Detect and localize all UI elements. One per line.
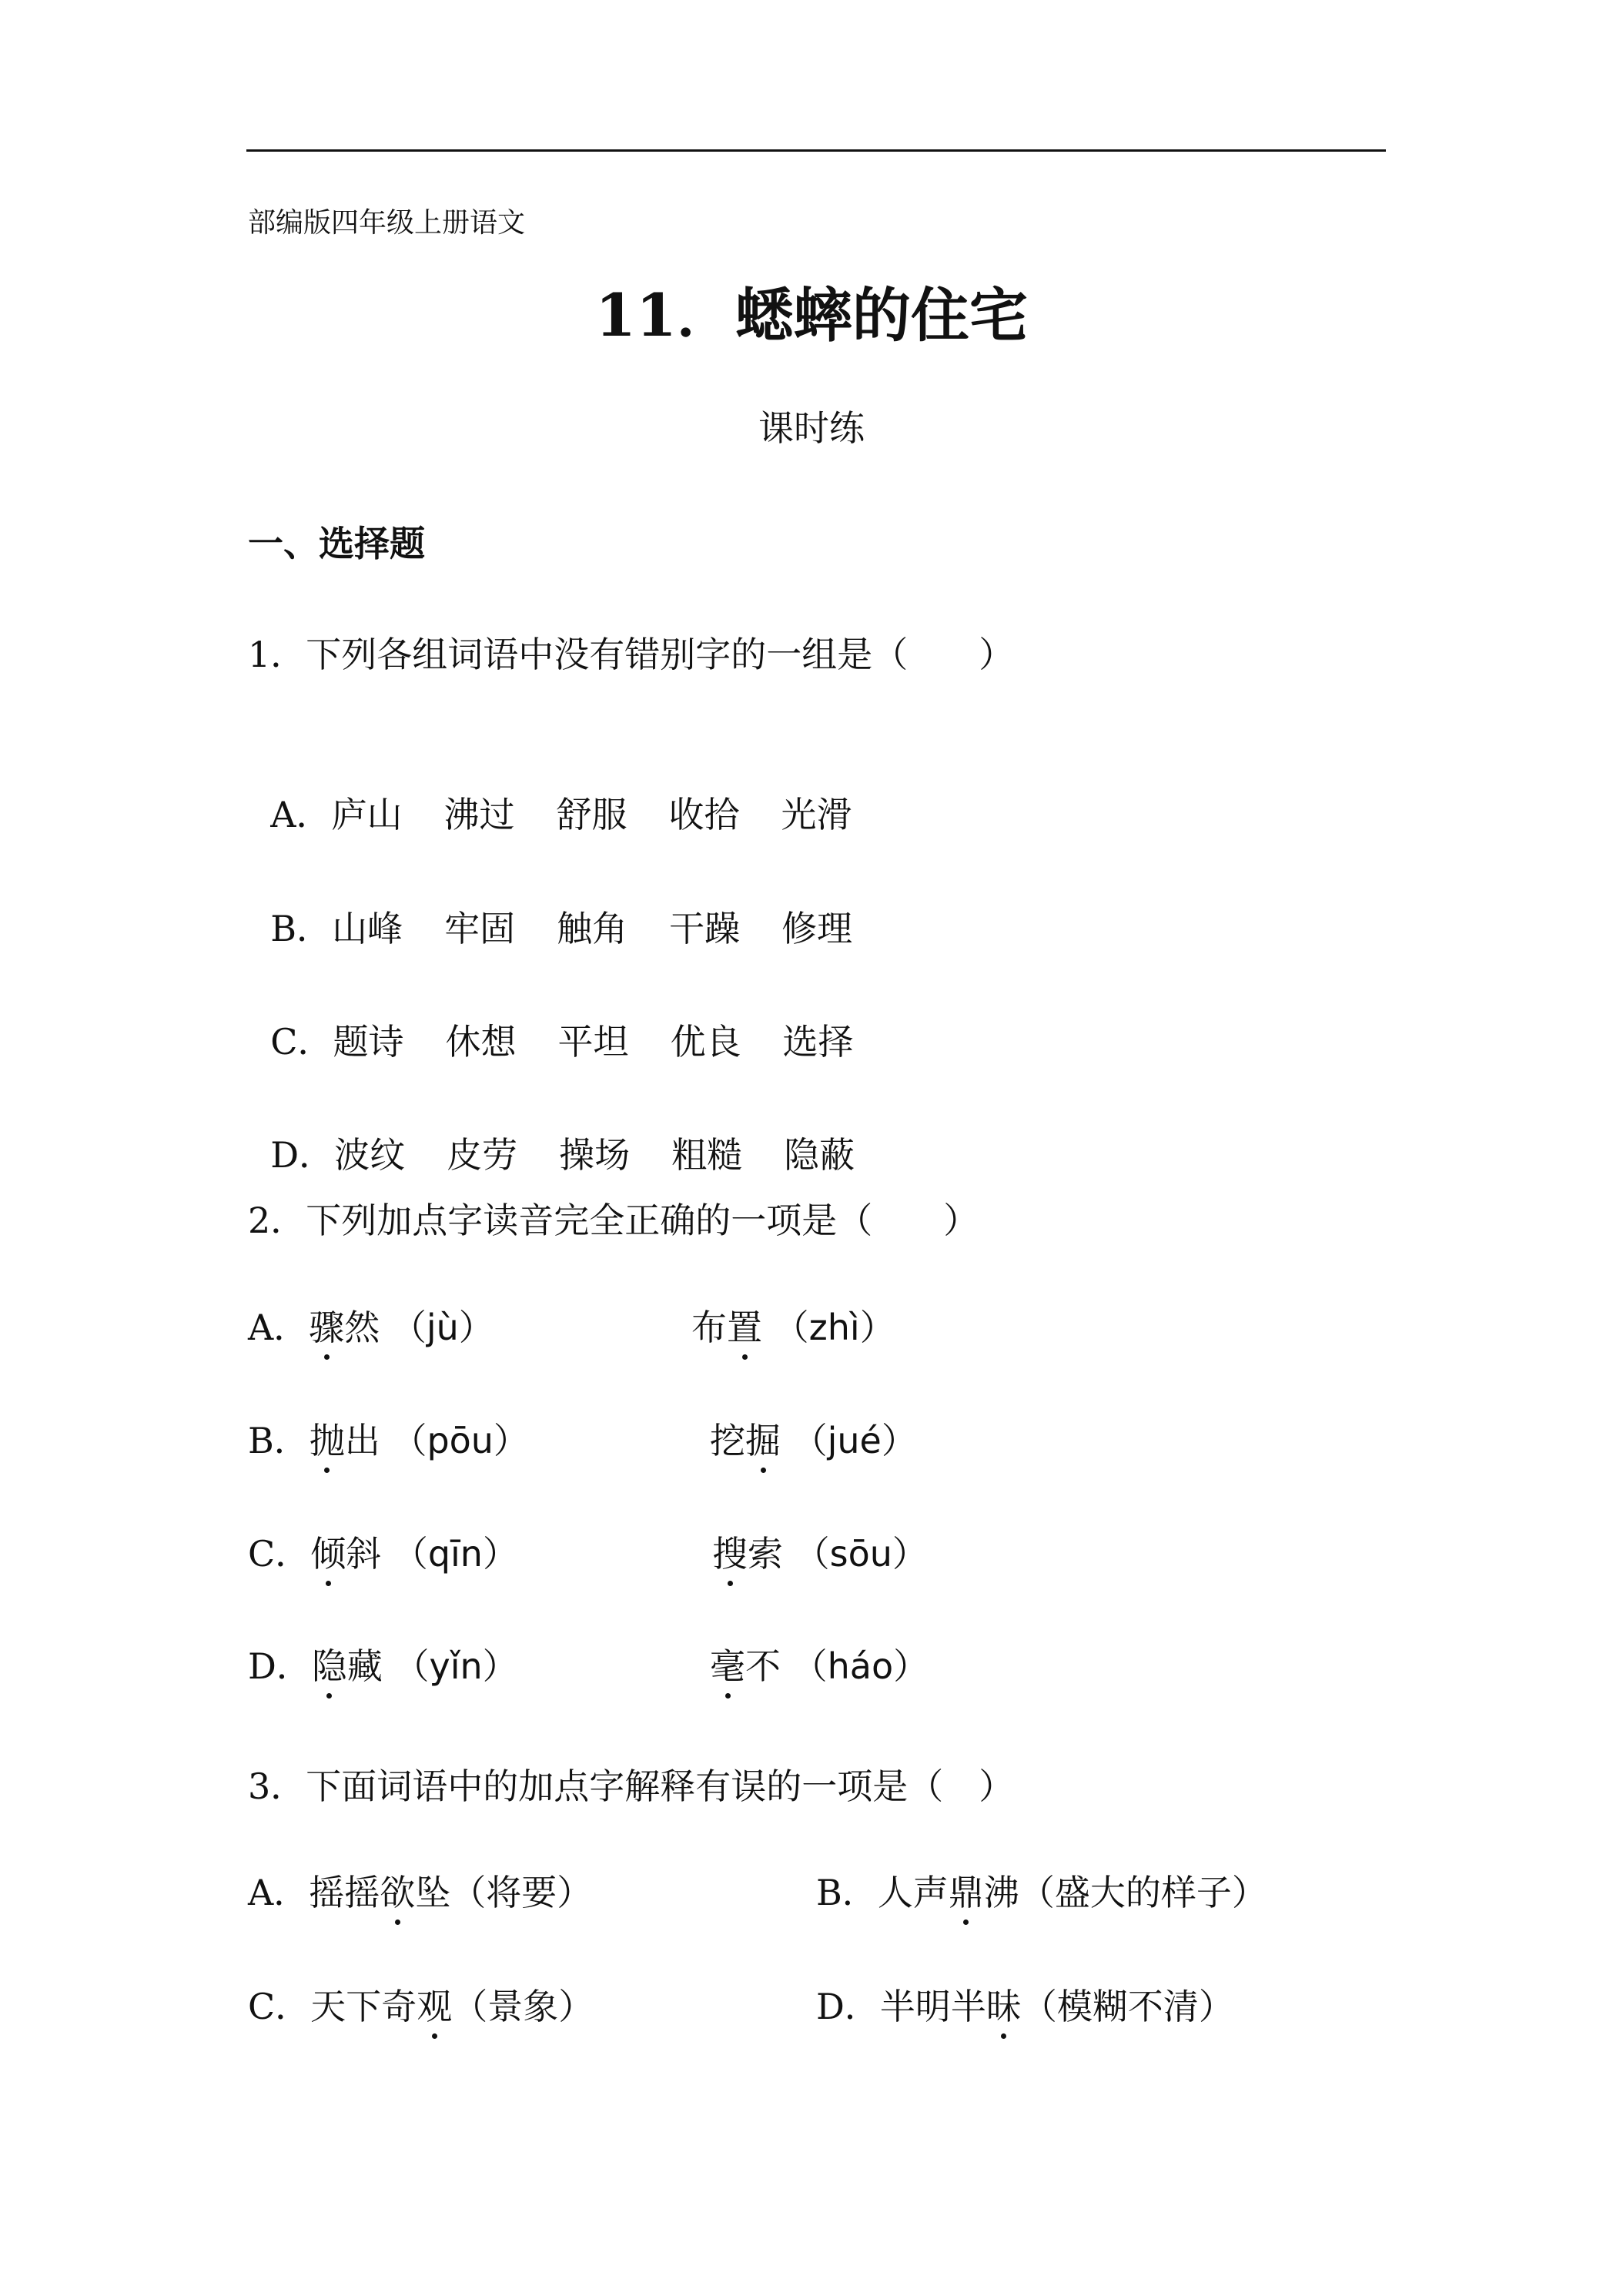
word: 操场 (559, 1134, 631, 1176)
section-heading: 一、选择题 (248, 523, 425, 564)
option-label: C． (248, 1986, 311, 2027)
q2-option-b-left (248, 1417, 529, 1464)
page-subtitle: 课时练 (758, 407, 865, 449)
word-rest: 斜 (346, 1533, 382, 1575)
word-post: 索 (748, 1533, 783, 1575)
q1-stem: 1．下列各组词语中没有错别字的一组是（ ） (248, 634, 1015, 675)
q2-option-c-left (248, 1531, 518, 1577)
pinyin: （qīn） (392, 1533, 518, 1575)
word-pre: 挖 (710, 1420, 745, 1461)
word: 庐山 (331, 794, 403, 835)
page-title: 11．蟋蟀的住宅 (595, 281, 1028, 350)
dotted-char: 隐 (312, 1643, 347, 1689)
dotted-char: 倾 (310, 1531, 346, 1577)
option-label: D． (248, 1645, 312, 1687)
pinyin: （yǐn） (393, 1645, 518, 1687)
pinyin: （jué） (791, 1420, 917, 1461)
dotted-char: 欲 (380, 1869, 415, 1916)
word-post: 不 (745, 1645, 781, 1687)
header-rule (246, 149, 1386, 152)
word: 皮劳 (447, 1134, 518, 1176)
text-pre: 人声 (877, 1872, 949, 1913)
word: 舒服 (556, 794, 627, 835)
option-label: A． (270, 794, 332, 835)
word: 光滑 (781, 794, 852, 835)
pinyin: （sōu） (794, 1533, 928, 1575)
option-label: A． (248, 1307, 310, 1348)
text-post: （景象） (452, 1986, 594, 2027)
option-label: B． (816, 1872, 878, 1913)
q1-option-c (248, 972, 853, 1065)
pinyin: （pōu） (391, 1420, 529, 1461)
q2-option-d-right (710, 1643, 929, 1689)
word: 选择 (782, 1021, 854, 1063)
q3-option-d (816, 1983, 1234, 2030)
q3-option-a (248, 1869, 592, 1916)
option-label: B． (270, 908, 333, 949)
q2-option-d-left (248, 1643, 518, 1689)
pinyin: （háo） (791, 1645, 929, 1687)
word-rest: 藏 (346, 1645, 383, 1687)
option-label: C． (270, 1021, 333, 1063)
word: 干躁 (669, 908, 741, 949)
option-label: D． (270, 1134, 335, 1176)
word: 粗糙 (671, 1134, 743, 1176)
text-pre: 半明半 (879, 1986, 986, 2027)
dotted-char: 毫 (710, 1643, 745, 1689)
word: 触角 (557, 908, 628, 949)
q1-option-b (248, 859, 852, 952)
dotted-char: 掘 (745, 1417, 781, 1464)
q3-option-c (248, 1983, 594, 2030)
q1-option-a (248, 745, 852, 838)
q2-option-a-right (691, 1304, 895, 1350)
word-rest: 然 (344, 1307, 380, 1348)
dotted-char: 观 (417, 1983, 452, 2030)
dotted-char: 抛 (310, 1417, 345, 1464)
word: 沸过 (443, 794, 515, 835)
pinyin: （jù） (390, 1307, 494, 1348)
word: 休想 (445, 1021, 517, 1063)
dotted-char: 昧 (986, 1983, 1022, 2030)
word-pre: 布 (691, 1307, 727, 1348)
q2-option-c-right (712, 1531, 928, 1577)
dotted-char: 搜 (712, 1531, 748, 1577)
word: 隐蔽 (784, 1134, 855, 1176)
option-label: C． (248, 1533, 311, 1575)
text-post: 坠（将要） (415, 1872, 593, 1913)
header-label: 部编版四年级上册语文 (248, 207, 526, 239)
word: 修理 (781, 908, 853, 949)
option-label: B． (248, 1420, 310, 1461)
q2-option-a-left (248, 1304, 494, 1350)
word: 平坦 (557, 1021, 629, 1063)
word: 波纹 (334, 1134, 406, 1176)
text-post: （模糊不清） (1021, 1986, 1234, 2027)
text-post: 沸（盛大的样子） (983, 1872, 1267, 1913)
dotted-char: 骤 (309, 1304, 344, 1350)
dotted-char: 置 (727, 1304, 762, 1350)
word: 收拾 (668, 794, 740, 835)
q2-option-b-right (710, 1417, 917, 1464)
word: 题诗 (333, 1021, 404, 1063)
q3-option-b (816, 1869, 1267, 1916)
q1-option-d (248, 1086, 855, 1178)
q3-stem: 3．下面词语中的加点字解释有误的一项是（ ） (248, 1766, 1015, 1807)
word: 山峰 (332, 908, 403, 949)
option-label: D． (816, 1986, 880, 2027)
text-pre: 摇摇 (309, 1872, 380, 1913)
q2-stem: 2．下列加点字读音完全正确的一项是（ ） (248, 1200, 979, 1241)
word-rest: 出 (344, 1420, 380, 1461)
pinyin: （zhì） (773, 1307, 895, 1348)
option-label: A． (248, 1872, 310, 1913)
word: 牢固 (444, 908, 516, 949)
dotted-char: 鼎 (949, 1869, 984, 1916)
text-pre: 天下奇 (310, 1986, 417, 2027)
word: 优良 (670, 1021, 741, 1063)
